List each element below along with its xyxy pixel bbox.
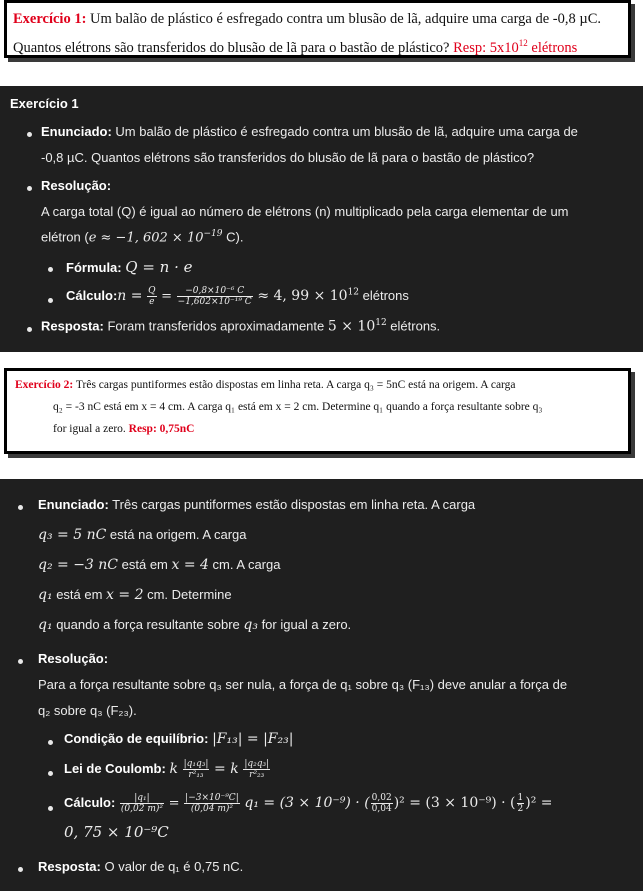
bullet-dot — [18, 659, 23, 664]
ex1-resposta: Resposta: Foram transferidos aproximadamente $5 \times 10^{12}$ elétrons. — [41, 318, 441, 335]
ex2-enunciado-line4: q₁ está em x = 2 cm. Determine — [38, 587, 232, 603]
ex1-resolucao-label: Resolução: — [41, 178, 112, 193]
bullet-dot — [48, 740, 53, 745]
bullet-dot — [27, 186, 32, 191]
exercise-1-label: Exercício 1: — [13, 11, 87, 27]
ex2-resolucao-line2: q₂ sobre q₃ (F₂₃). — [38, 703, 137, 718]
ex2-enunciado-line5: q₁ quando a força resultante sobre q₃ for igual a zero. — [38, 617, 352, 633]
ex2-coulomb: Lei de Coulomb: k $\frac{\text{|q₁q₃|}}{\text{r²₁₃}}$ = k $\frac{\text{|q₂q₃|}}{\text{r²₂₃}}$ — [64, 759, 270, 780]
bullet-dot — [18, 867, 23, 872]
ex2-calculo: Cálculo: $\frac{\text{|q₁|}}{\text{(0,02 m)²}}$ = $\frac{\text{|−3×10⁻⁹C|}}{\text{(0,04 m)²}}$ q₁ = (3 × 10⁻⁹) · ( $\frac{0,02}{0,04}$ )² = (3 × 10⁻⁹) · ( $\frac{1}{2}$ )² = — [64, 793, 553, 814]
exercise-2-solution-panel — [0, 479, 643, 891]
exercise-2-label: Exercício 2: — [15, 379, 74, 391]
ex1-formula: Fórmula: Q = n · e — [66, 258, 193, 276]
exercise-2-statement-line1: Exercício 2: Três cargas puntiformes estão dispostas em linha reta. A carga q₃ = 5nC está na origem. A carga — [15, 379, 516, 391]
bullet-dot — [48, 267, 53, 272]
ex1-enunciado-line1: Enunciado: Um balão de plástico é esfregado contra um blusão de lã, adquire uma carga de — [41, 124, 578, 139]
ex2-enunciado-line1: Enunciado: Três cargas puntiformes estão dispostas em linha reta. A carga — [38, 497, 476, 512]
ex2-resolucao-label: Resolução: — [38, 651, 109, 666]
ex2-resolucao-line1: Para a força resultante sobre q₃ ser nula, a força de q₁ sobre q₃ (F₁₃) deve anular a força de — [38, 677, 568, 692]
ex2-enunciado-line3: q₂ = −3 nC está em x = 4 cm. A carga — [38, 557, 281, 573]
ex1-calculo: Cálculo:n = $\frac{Q}{e}$ = $\frac{\text{−0,8×10⁻⁶ C}}{\text{−1,602×10⁻¹⁹ C}}$ ≈ 4, $99 \times 10^{12}$ elétrons — [66, 286, 409, 307]
ex2-calculo-result: 0, 75 × 10⁻⁹C — [64, 823, 169, 841]
ex2-enunciado-line2: q₃ = 5 nC está na origem. A carga — [38, 527, 247, 543]
exercise-2-statement-line2: q₂ = -3 nC está em x = 4 cm. A carga q₁ está em x = 2 cm. Determine q₁ quando a força resultante sobre q₃ — [53, 401, 543, 413]
ex2-resposta: Resposta: O valor de q₁ é 0,75 nC. — [38, 859, 244, 874]
exercise-1-statement-line1 — [13, 7, 622, 31]
bullet-dot — [27, 132, 32, 137]
bullet-dot — [48, 771, 53, 776]
bullet-dot — [48, 806, 53, 811]
exercise-1-text-1: Um balão de plástico é esfregado contra um blusão de lã, adquire uma carga de -0,8 µC. — [90, 11, 602, 27]
exercise-2-answer: Resp: 0,75nC — [128, 423, 195, 435]
ex2-condicao: Condição de equilíbrio: |F₁₃| = |F₂₃| — [64, 731, 294, 747]
ex1-resolucao-line2: elétron (e ≈ −1, $602 \times 10^{-19}$ C). — [41, 229, 244, 246]
exercise-1-solution-panel — [0, 86, 643, 352]
exercise-1-heading: Exercício 1 — [10, 96, 79, 111]
bullet-dot — [18, 505, 23, 510]
bullet-dot — [48, 298, 53, 303]
exercise-1-card — [4, 0, 631, 58]
exercise-1-text-2: Quantos elétrons são transferidos do blusão de lã para o bastão de plástico? — [13, 39, 450, 56]
exercise-2-statement-line3: for igual a zero. Resp: 0,75nC — [53, 423, 195, 435]
ex1-resolucao-line1: A carga total (Q) é igual ao número de elétrons (n) multiplicado pela carga elementar de um — [41, 204, 569, 219]
bullet-dot — [27, 327, 32, 332]
exercise-1-answer: Resp: $5x10^{12}$ elétrons — [453, 38, 578, 56]
ex1-enunciado-line2: -0,8 µC. Quantos elétrons são transferidos do blusão de lã para o bastão de plástico? — [41, 150, 535, 165]
exercise-1-statement-line2 — [13, 31, 622, 60]
exercise-2-card — [4, 368, 631, 454]
